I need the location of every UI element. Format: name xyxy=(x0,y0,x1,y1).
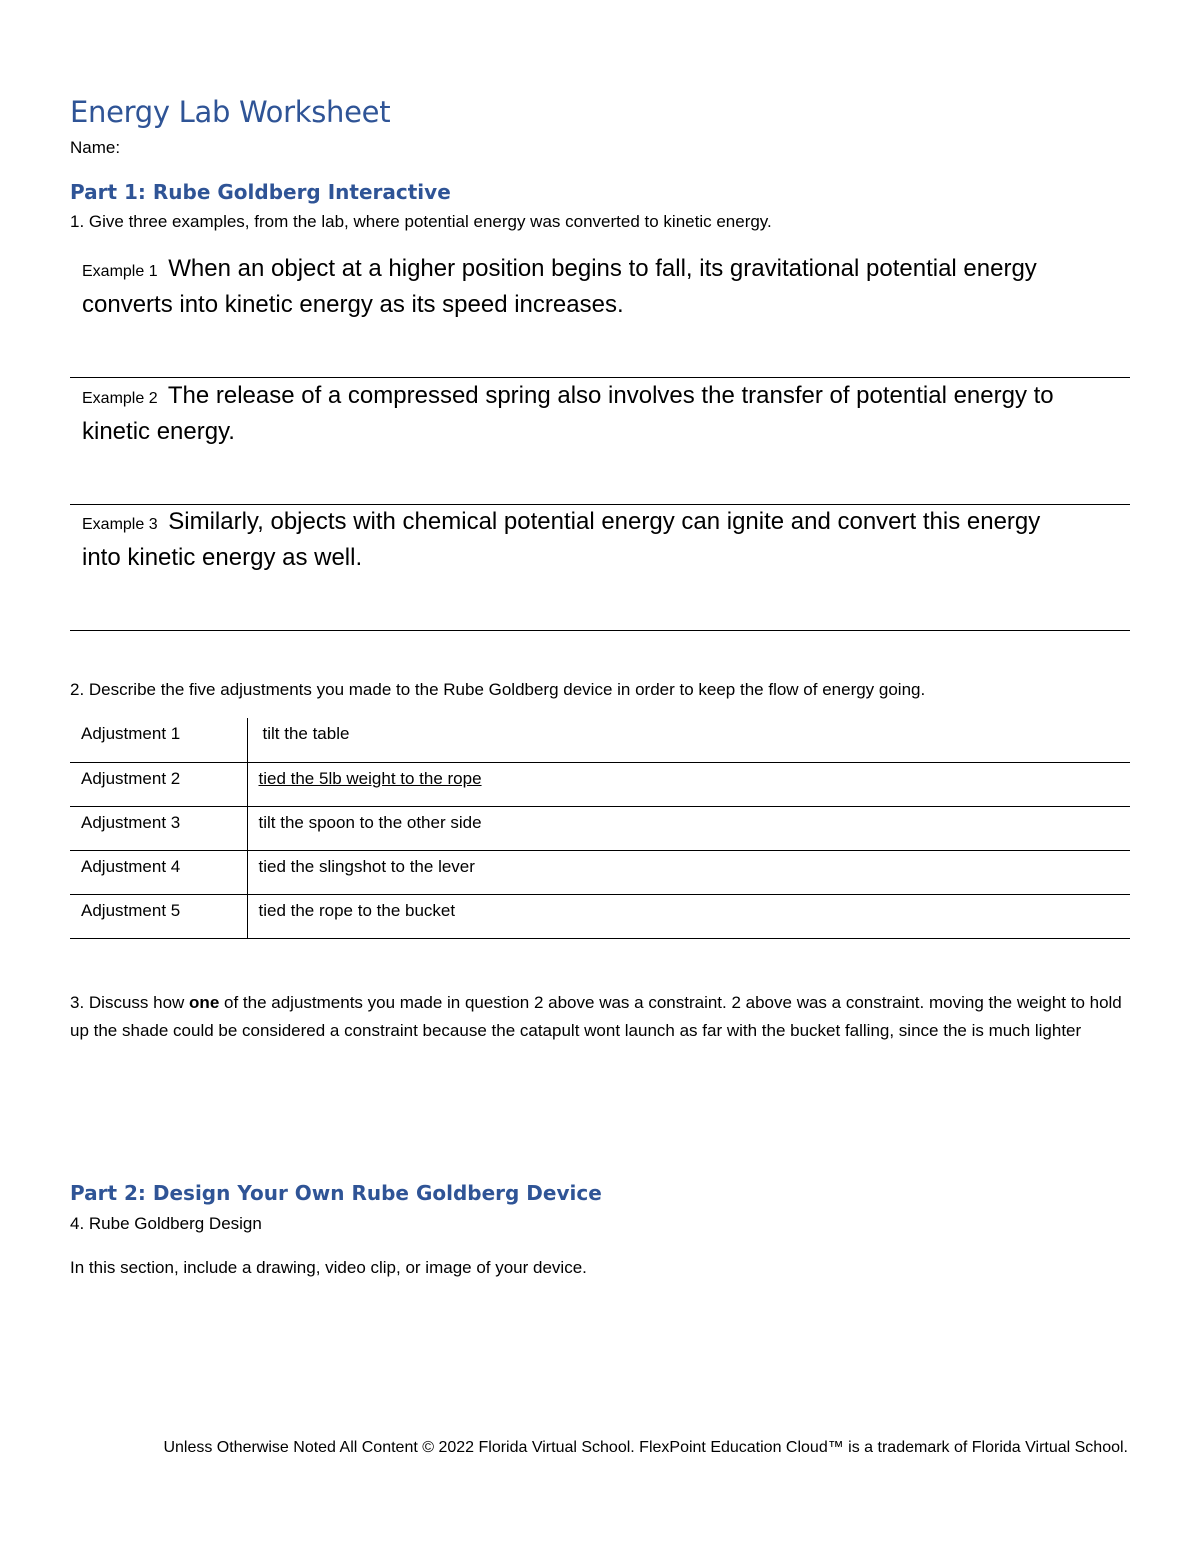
example-3-label: Example 3 xyxy=(82,516,158,533)
adjustment-4-label: Adjustment 4 xyxy=(70,850,247,894)
example-2-answer: The release of a compressed spring also involves the transfer of potential energy to kinetic energy. xyxy=(82,382,1054,445)
table-row xyxy=(70,850,1130,894)
part1-heading: Part 1: Rube Goldberg Interactive xyxy=(70,180,451,204)
adjustments-table xyxy=(70,718,1130,939)
adjustment-2-value[interactable]: tied the 5lb weight to the rope xyxy=(247,762,1130,806)
question-3-emphasis: one xyxy=(189,993,220,1012)
name-label: Name: xyxy=(70,138,121,157)
question-2: 2. Describe the five adjustments you made to the Rube Goldberg device in order to keep the flow of energy going. xyxy=(70,680,926,699)
table-row xyxy=(70,718,1130,762)
answer-line-3 xyxy=(70,630,1130,631)
example-1-answer: When an object at a higher position begins to fall, its gravitational potential energy converts into kinetic energy as its speed increases. xyxy=(82,255,1037,318)
adjustment-5-value[interactable]: tied the rope to the bucket xyxy=(247,894,1130,938)
answer-line-1 xyxy=(70,377,1130,378)
table-row xyxy=(70,762,1130,806)
example-2-label: Example 2 xyxy=(82,390,158,407)
adjustment-3-value[interactable]: tilt the spoon to the other side xyxy=(247,806,1130,850)
document-title: Energy Lab Worksheet xyxy=(70,95,391,129)
adjustment-3-label: Adjustment 3 xyxy=(70,806,247,850)
example-1-label: Example 1 xyxy=(82,263,158,280)
adjustment-1-label: Adjustment 1 xyxy=(70,718,247,762)
adjustment-2-label: Adjustment 2 xyxy=(70,762,247,806)
copyright-footer: Unless Otherwise Noted All Content © 2022 Florida Virtual School. FlexPoint Education Cloud™ is a trademark of Florida Virtual School. xyxy=(163,1439,1128,1456)
table-row xyxy=(70,806,1130,850)
table-row xyxy=(70,894,1130,938)
adjustment-1-value[interactable]: tilt the table xyxy=(247,718,1130,762)
question-3-answer: of the adjustments you made in question 2 above was a constraint. 2 above was a constraint. moving the weight to hold up the shade could be considered a constraint because the catapult wont launch as far with the bucket falling, since the is much lighter xyxy=(70,993,1122,1040)
example-1[interactable] xyxy=(70,252,1130,321)
adjustment-5-label: Adjustment 5 xyxy=(70,894,247,938)
example-3[interactable] xyxy=(70,505,1130,574)
example-2[interactable] xyxy=(70,379,1130,448)
example-3-answer: Similarly, objects with chemical potential energy can ignite and convert this energy into kinetic energy as well. xyxy=(82,508,1041,571)
question-4: 4. Rube Goldberg Design xyxy=(70,1214,262,1233)
question-1: 1. Give three examples, from the lab, where potential energy was converted to kinetic energy. xyxy=(70,212,772,231)
design-instruction: In this section, include a drawing, video clip, or image of your device. xyxy=(70,1258,587,1277)
question-3[interactable] xyxy=(70,989,1130,1045)
question-3-prefix: 3. Discuss how xyxy=(70,993,190,1012)
part2-heading: Part 2: Design Your Own Rube Goldberg Device xyxy=(70,1181,602,1205)
adjustment-4-value[interactable]: tied the slingshot to the lever xyxy=(247,850,1130,894)
